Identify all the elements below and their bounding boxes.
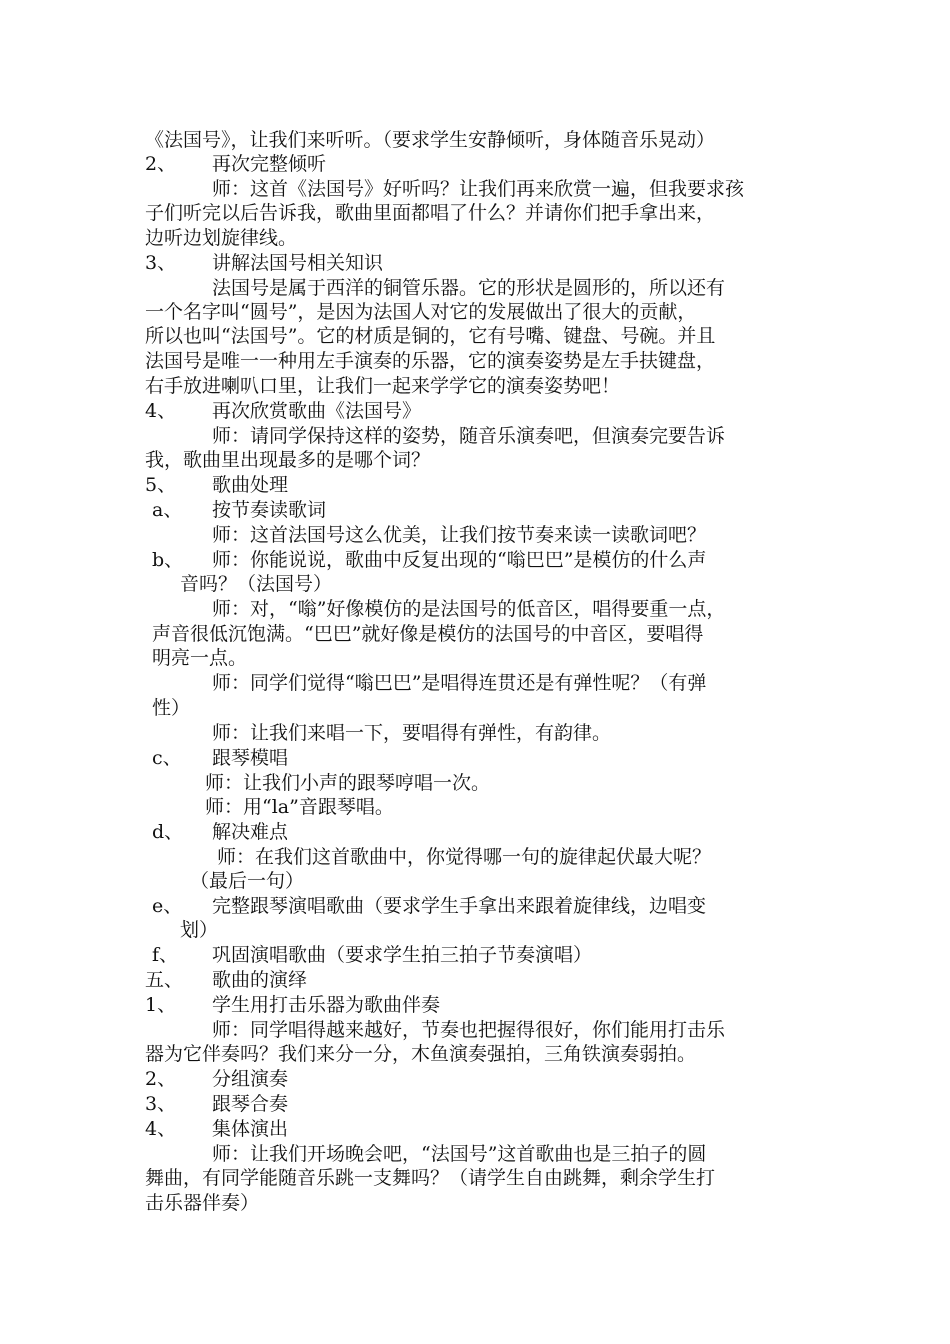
list-heading: 按节奏读歌词: [212, 499, 327, 521]
text-line: 法国号是属于西洋的铜管乐器。它的形状是圆形的，所以还有: [212, 277, 726, 299]
list-number: 2、: [145, 1068, 177, 1090]
list-heading: 跟琴模唱: [212, 747, 289, 769]
text-line: 师：这首《法国号》好听吗？让我们再来欣赏一遍，但我要求孩: [212, 178, 745, 200]
list-heading: 跟琴合奏: [212, 1093, 289, 1115]
text-line: 师：同学们觉得“嗡巴巴”是唱得连贯还是有弹性呢？（有弹: [212, 672, 707, 694]
list-letter: b、: [152, 549, 184, 571]
list-heading: 集体演出: [212, 1118, 289, 1140]
text-line: 击乐器伴奏）: [145, 1192, 260, 1214]
text-line: （最后一句）: [190, 870, 305, 892]
list-number: 4、: [145, 1118, 177, 1140]
text-line: 师：这首法国号这么优美，让我们按节奏来读一读歌词吧？: [212, 524, 707, 546]
list-heading: 学生用打击乐器为歌曲伴奏: [212, 994, 441, 1016]
text-line: 师：让我们小声的跟琴哼唱一次。: [205, 772, 491, 794]
text-line: 音吗？（法国号）: [180, 573, 333, 595]
list-heading: 再次欣赏歌曲《法国号》: [212, 400, 422, 422]
list-number: 1、: [145, 994, 177, 1016]
section-heading: 歌曲的演绎: [212, 969, 308, 991]
list-number: 5、: [145, 474, 177, 496]
list-number: 2、: [145, 153, 177, 175]
list-number: 4、: [145, 400, 177, 422]
text-line: 师：同学唱得越来越好，节奏也把握得很好，你们能用打击乐: [212, 1019, 726, 1041]
text-line: 师：对，“嗡”好像模仿的是法国号的低音区，唱得要重一点，: [212, 598, 726, 620]
text-line: 师：让我们来唱一下，要唱得有弹性，有韵律。: [212, 722, 612, 744]
section-number: 五、: [145, 969, 184, 991]
text-line: 《法国号》，让我们来听听。（要求学生安静倾听，身体随音乐晃动）: [145, 129, 716, 151]
list-heading: 讲解法国号相关知识: [212, 252, 384, 274]
text-line: 划）: [180, 919, 219, 941]
list-heading: 再次完整倾听: [212, 153, 327, 175]
text-line: 我，歌曲里出现最多的是哪个词？: [145, 449, 431, 471]
list-heading: 巩固演唱歌曲（要求学生拍三拍子节奏演唱）: [212, 944, 593, 966]
text-line: 所以也叫“法国号”。它的材质是铜的，它有号嘴、键盘、号碗。并且: [145, 325, 716, 347]
list-letter: f、: [152, 944, 179, 966]
list-letter: d、: [152, 821, 184, 843]
list-letter: a、: [152, 499, 183, 521]
text-line: 师：你能说说，歌曲中反复出现的“嗡巴巴”是模仿的什么声: [212, 549, 707, 571]
text-line: 法国号是唯一一种用左手演奏的乐器，它的演奏姿势是左手扶键盘，: [145, 350, 716, 372]
list-heading: 解决难点: [212, 821, 289, 843]
list-heading: 分组演奏: [212, 1068, 289, 1090]
text-line: 明亮一点。: [152, 647, 248, 669]
list-letter: c、: [152, 747, 182, 769]
text-line: 器为它伴奏吗？我们来分一分，木鱼演奏强拍，三角铁演奏弱拍。: [145, 1043, 697, 1065]
text-line: 子们听完以后告诉我，歌曲里面都唱了什么？并请你们把手拿出来，: [145, 202, 716, 224]
text-line: 边听边划旋律线。: [145, 227, 298, 249]
text-line: 右手放进喇叭口里，让我们一起来学学它的演奏姿势吧！: [145, 375, 621, 397]
list-heading: 歌曲处理: [212, 474, 289, 496]
list-number: 3、: [145, 1093, 177, 1115]
text-line: 师：让我们开场晚会吧，“法国号”这首歌曲也是三拍子的圆: [212, 1143, 707, 1165]
text-line: 师：请同学保持这样的姿势，随音乐演奏吧，但演奏完要告诉: [212, 425, 726, 447]
text-line: 师：在我们这首歌曲中，你觉得哪一句的旋律起伏最大呢？: [217, 846, 712, 868]
list-letter: e、: [152, 895, 183, 917]
text-line: 性）: [152, 697, 191, 719]
text-line: 一个名字叫“圆号”，是因为法国人对它的发展做出了很大的贡献，: [145, 301, 697, 323]
list-heading: 完整跟琴演唱歌曲（要求学生手拿出来跟着旋律线，边唱变: [212, 895, 707, 917]
text-line: 师：用“la”音跟琴唱。: [205, 796, 394, 818]
list-number: 3、: [145, 252, 177, 274]
text-line: 声音很低沉饱满。“巴巴”就好像是模仿的法国号的中音区，要唱得: [152, 623, 704, 645]
text-line: 舞曲，有同学能随音乐跳一支舞吗？（请学生自由跳舞，剩余学生打: [145, 1167, 716, 1189]
